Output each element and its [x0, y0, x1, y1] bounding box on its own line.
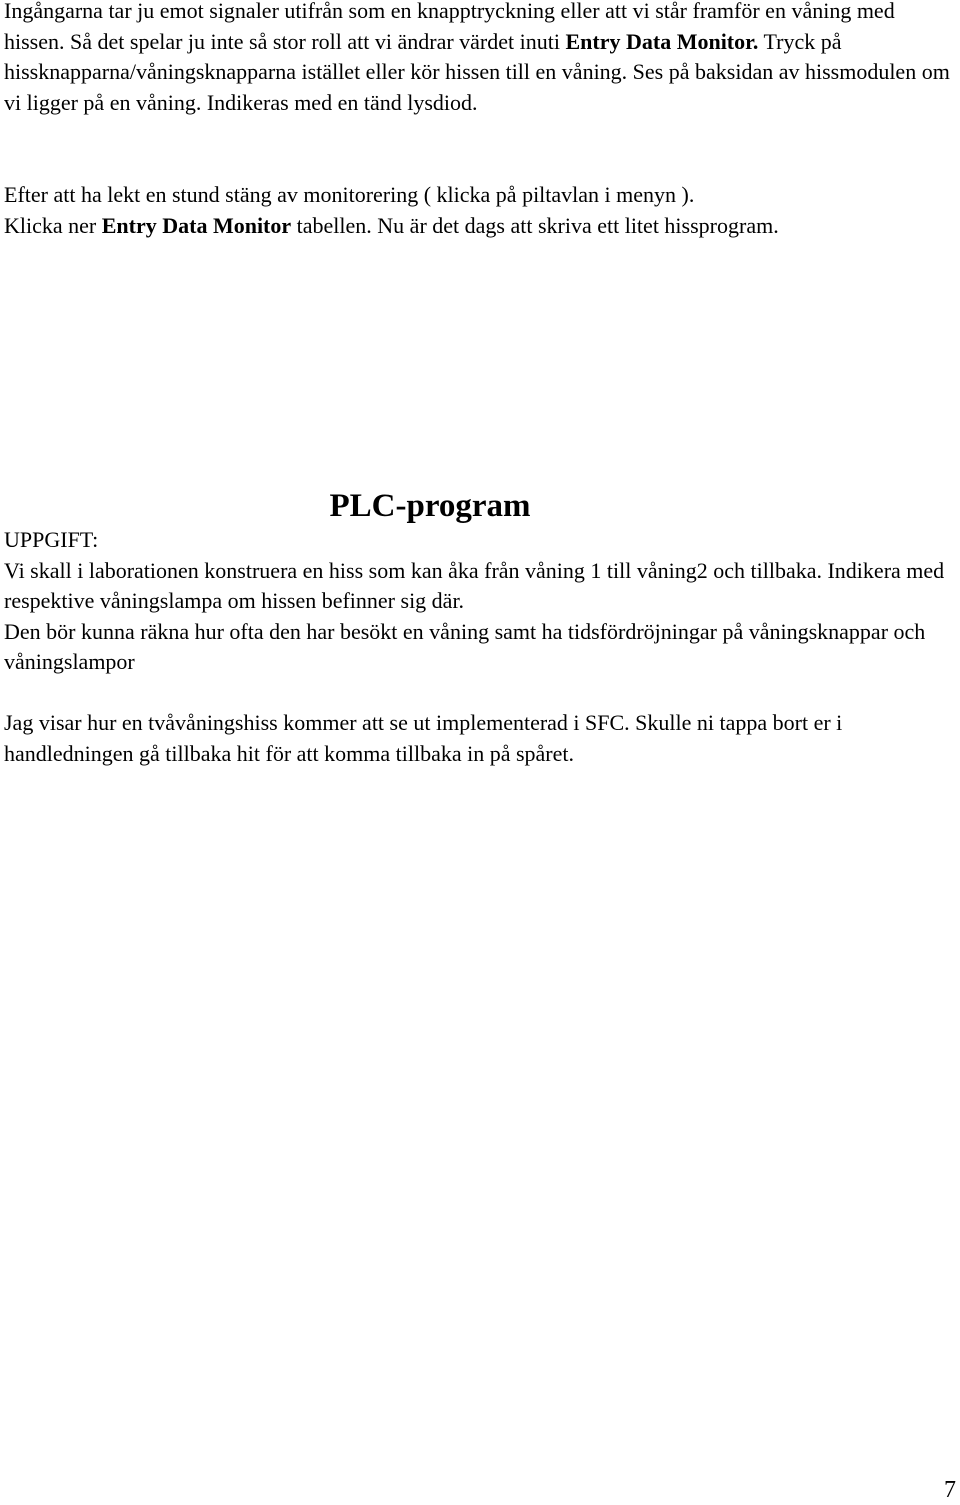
task-description-1: Vi skall i laborationen konstruera en hiss som kan åka från våning 1 till våning2 och tillbaka. Indikera med respektive våningslampa om hissen befinner sig där. — [4, 557, 945, 614]
paragraph-inputs-text-2: Tryck på hissknapparna/våningsknapparna istället eller kör hissen till en våning. Ses på baksidan av hissmodulen om vi ligger på en våning. Indikeras med en tänd lysdiod. — [4, 28, 950, 115]
paragraph-monitoring-text-2b: tabellen. Nu är det dags att skriva ett litet hissprogram. — [291, 212, 779, 238]
paragraph-monitoring-text-2a: Klicka ner — [4, 212, 102, 238]
entry-data-monitor-term: Entry Data Monitor. — [565, 28, 759, 54]
entry-data-monitor-term-2: Entry Data Monitor — [101, 212, 292, 238]
task-label: UPPGIFT: — [4, 527, 99, 552]
section-title: PLC-program — [329, 488, 531, 524]
task-description-2: Den bör kunna räkna hur ofta den har besökt en våning samt ha tidsfördröjningar på våningsknappar och våningslampor — [4, 618, 926, 675]
paragraph-sfc: Jag visar hur en tvåvåningshiss kommer att se ut implementerad i SFC. Skulle ni tappa bort er i handledningen gå tillbaka hit för att komma tillbaka in på spåret. — [4, 710, 843, 766]
page-number: 7 — [944, 1477, 956, 1503]
paragraph-inputs-text-1: Ingångarna tar ju emot signaler utifrån som en knapptryckning eller att vi står framför en våning med hissen. Så det spelar ju inte så stor roll att vi ändrar värdet inuti — [4, 0, 895, 54]
paragraph-monitoring-line-1: Efter att ha lekt en stund stäng av monitorering ( klicka på piltavlan i menyn ). — [4, 182, 695, 207]
paragraph-monitoring — [4, 180, 954, 241]
paragraph-inputs — [4, 0, 954, 118]
task-paragraph — [4, 525, 954, 678]
